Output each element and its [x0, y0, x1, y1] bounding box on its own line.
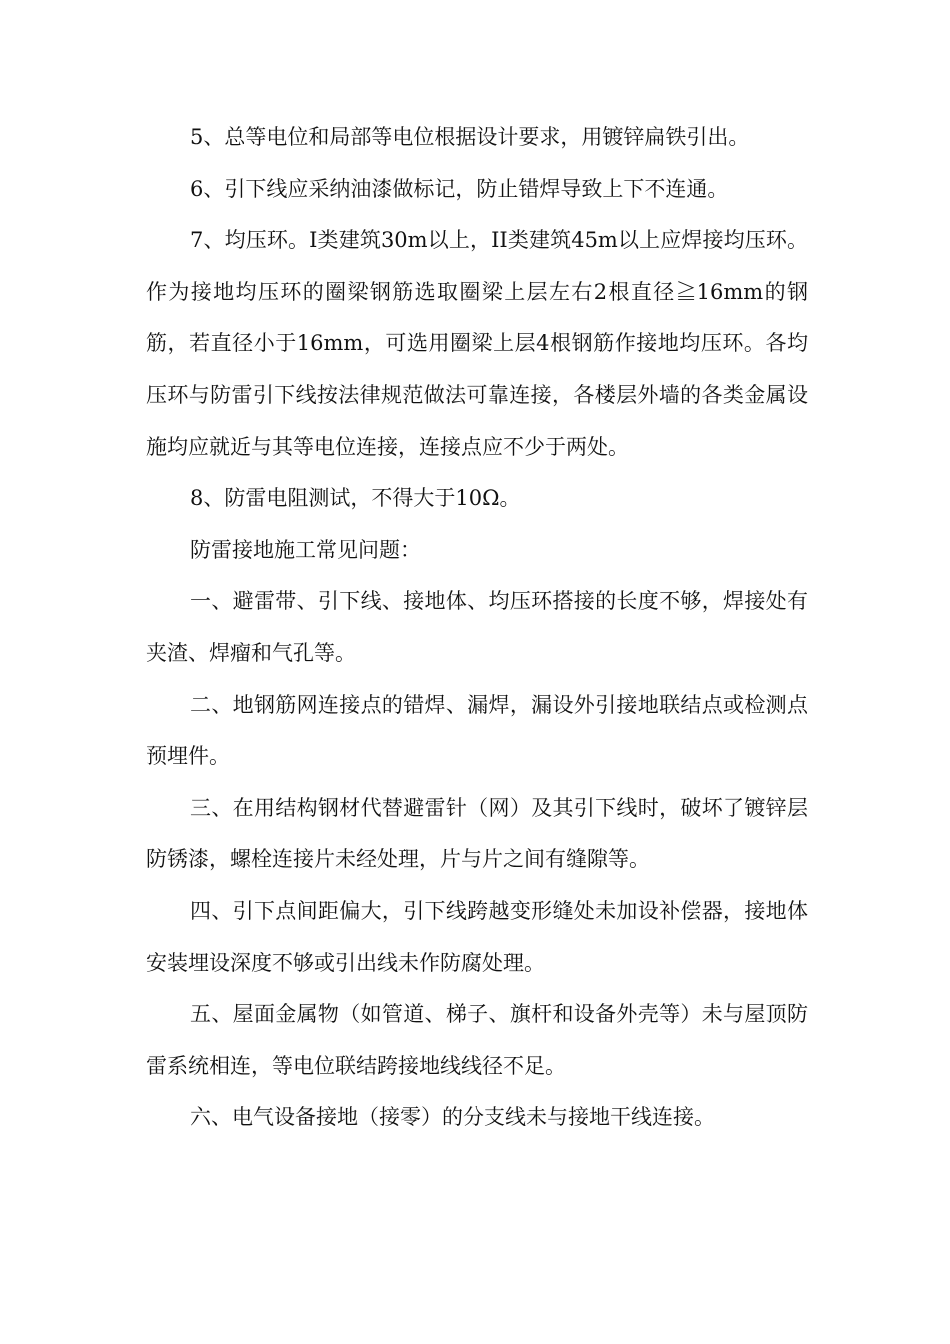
problem-item-3: 三、在用结构钢材代替避雷针（网）及其引下线时，破坏了镀锌层防锈漆，螺栓连接片未经处理，片与片之间有缝隙等。: [146, 795, 808, 872]
paragraph-item-8: 8、防雷电阻测试，不得大于10Ω。: [190, 486, 521, 511]
problem-item-4: 四、引下点间距偏大，引下线跨越变形缝处未加设补偿器，接地体安装埋设深度不够或引出线未作防腐处理。: [146, 898, 808, 975]
paragraph-item-7: 7、均压环。I类建筑30m以上，II类建筑45m以上应焊接均压环。作为接地均压环的圈梁钢筋选取圈梁上层左右2根直径≧16mm的钢筋，若直径小于16mm，可选用圈梁上层4根钢筋作接地均压环。各均压环与防雷引下线按法律规范做法可靠连接，各楼层外墙的各类金属设施均应就近与其等电位连接，连接点应不少于两处。: [146, 228, 808, 459]
problem-item-5: 五、屋面金属物（如管道、梯子、旗杆和设备外壳等）未与屋顶防雷系统相连，等电位联结跨接地线线径不足。: [146, 1002, 808, 1078]
document-body: [146, 112, 808, 1144]
paragraph-item-6: 6、引下线应采纳油漆做标记，防止错焊导致上下不连通。: [190, 176, 729, 201]
paragraph-item-5: 5、总等电位和局部等电位根据设计要求，用镀锌扁铁引出。: [190, 125, 750, 149]
problem-item-2: 二、地钢筋网连接点的错焊、漏焊，漏设外引接地联结点或检测点预埋件。: [146, 692, 808, 769]
problem-item-6: 六、电气设备接地（接零）的分支线未与接地干线连接。: [190, 1105, 715, 1130]
section-heading-common-problems: 防雷接地施工常见问题：: [190, 537, 421, 562]
problem-item-1: 一、避雷带、引下线、接地体、均压环搭接的长度不够，焊接处有夹渣、焊瘤和气孔等。: [146, 589, 808, 665]
